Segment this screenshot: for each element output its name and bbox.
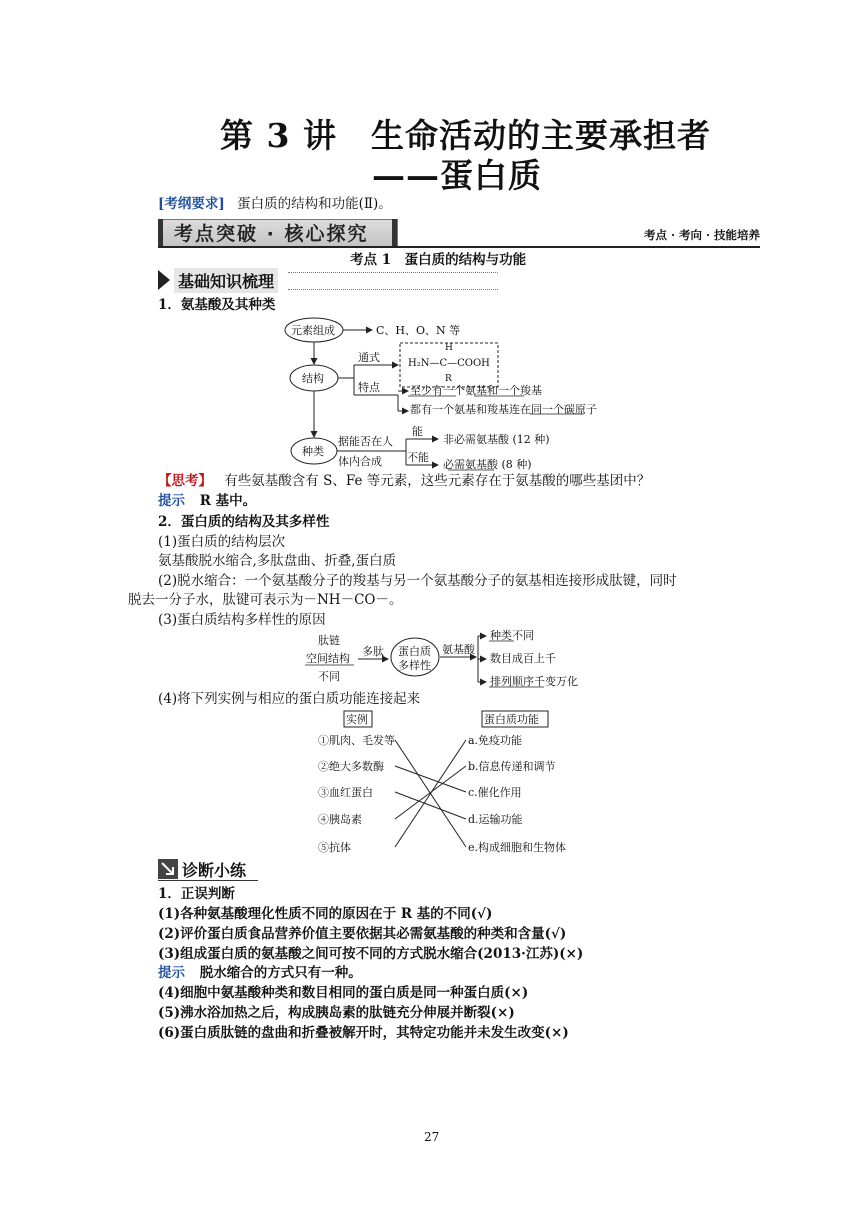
banner-stripe-right — [392, 219, 397, 247]
diag1-zhonglei: 种类 — [302, 445, 324, 458]
diag2-left-3: 不同 — [318, 670, 340, 683]
heading-amino-acids: 1．氨基酸及其种类 — [158, 297, 276, 313]
diag2-left-2: 空间结构 — [306, 652, 350, 665]
match-left-title: 实例 — [346, 713, 368, 726]
match-right-b: b.信息传递和调节 — [468, 760, 556, 773]
match-right-title: 蛋白质功能 — [484, 713, 539, 726]
hint-tag-1: 提示 — [158, 493, 185, 509]
match-right-a: a.免疫功能 — [468, 734, 523, 747]
match-right-e: e.构成细胞和生物体 — [468, 841, 567, 854]
para-2-line2: 脱去一分子水，肽键可表示为－NH－CO－。 — [128, 592, 403, 608]
judgement-4: (4)细胞中氨基酸种类和数目相同的蛋白质是同一种蛋白质(×) — [158, 985, 529, 1001]
diag2-center-2: 多样性 — [398, 659, 431, 672]
match-left-4: ④胰岛素 — [318, 813, 362, 826]
dotted-divider — [288, 272, 498, 290]
requirement — [158, 195, 392, 214]
section-tag-label: 基础知识梳理 — [174, 268, 278, 293]
matching-diagram — [310, 708, 600, 858]
requirement-text: 蛋白质的结构和功能(Ⅱ)。 — [237, 196, 392, 212]
diag2-duotai: 多肽 — [362, 645, 384, 658]
diag1-feature-1: 至少有一个氨基和一个羧基 — [410, 384, 542, 397]
page-number: 27 — [424, 1130, 440, 1144]
diag1-tedian: 特点 — [358, 381, 380, 394]
arrow-right-icon — [158, 270, 170, 290]
diag2-reason-3: 排列顺序千变万化 — [490, 675, 578, 688]
diag2-reason-1: 种类不同 — [490, 629, 534, 642]
judgement-3: (3)组成蛋白质的氨基酸之间可按不同的方式脱水缩合(2013·江苏)(×) — [158, 946, 584, 962]
diag1-elements: C、H、O、N 等 — [376, 324, 461, 337]
diag1-neng: 能 — [412, 425, 423, 438]
diag1-buneng: 不能 — [407, 451, 429, 464]
diversity-diagram — [300, 628, 600, 694]
page-title-line1: 第 3 讲 生命活动的主要承担者 — [220, 116, 711, 155]
heading-judgement: 1．正误判断 — [158, 886, 235, 902]
match-left-3: ③血红蛋白 — [318, 786, 373, 799]
match-left-5: ⑤抗体 — [318, 841, 351, 854]
diag1-judge-1: 据能否在人 — [338, 435, 393, 448]
match-right-d: d.运输功能 — [468, 813, 523, 826]
judgement-1: (1)各种氨基酸理化性质不同的原因在于 R 基的不同(√) — [158, 906, 493, 922]
para-4: (4)将下列实例与相应的蛋白质功能连接起来 — [158, 691, 421, 707]
requirement-tag: [考纲要求] — [158, 196, 225, 212]
section-tag-diagnose — [158, 858, 258, 881]
judgement-2: (2)评价蛋白质食品营养价值主要依据其必需氨基酸的种类和含量(√) — [158, 926, 567, 942]
hint-block-1 — [158, 492, 256, 511]
section-banner — [158, 217, 760, 247]
diag1-result-1: 非必需氨基酸 (12 种) — [443, 433, 550, 446]
heading-protein-structure: 2．蛋白质的结构及其多样性 — [158, 514, 330, 530]
hint-text-2: 脱水缩合的方式只有一种。 — [199, 965, 362, 981]
think-block — [158, 472, 650, 491]
diag2-left-1: 肽链 — [318, 634, 340, 647]
hint-block-2 — [158, 964, 362, 983]
para-1: (1)蛋白质的结构层次 — [158, 534, 286, 550]
para-1-text: 氨基酸脱水缩合,多肽盘曲、折叠,蛋白质 — [158, 553, 397, 569]
match-right-c: c.催化作用 — [468, 786, 522, 799]
section-tag-diagnose-label: 诊断小练 — [182, 861, 247, 880]
hint-text-1: R 基中。 — [199, 493, 257, 509]
amino-acid-diagram — [280, 315, 620, 475]
diag2-center-1: 蛋白质 — [398, 645, 431, 658]
judgement-6: (6)蛋白质肽链的盘曲和折叠被解开时，其特定功能并未发生改变(×) — [158, 1025, 569, 1041]
think-tag: 【思考】 — [158, 473, 212, 489]
diag1-h-top: H — [445, 343, 453, 353]
diag2-anjisuan: 氨基酸 — [442, 643, 475, 656]
para-3: (3)蛋白质结构多样性的原因 — [158, 612, 326, 628]
diagonal-arrow-icon — [158, 859, 178, 879]
diag1-tongshi: 通式 — [358, 351, 380, 364]
think-text: 有些氨基酸含有 S、Fe 等元素，这些元素存在于氨基酸的哪些基团中？ — [224, 473, 651, 489]
diag1-r-bottom: R — [445, 374, 452, 384]
diag1-jiegou: 结构 — [302, 372, 324, 385]
match-left-1: ①肌肉、毛发等 — [318, 734, 395, 747]
banner-stripe-left — [158, 219, 163, 247]
page-title-line2: ——蛋白质 — [372, 156, 542, 195]
hint-tag-2: 提示 — [158, 965, 185, 981]
diag1-feature-2: 都有一个氨基和羧基连在同一个碳原子 — [410, 403, 597, 416]
diag1-result-2: 必需氨基酸 (8 种) — [443, 458, 532, 471]
diag2-reason-2: 数目成百上千 — [490, 652, 556, 665]
banner-title: 考点突破 · 核心探究 — [174, 223, 369, 245]
banner-right-text: 考点 · 考向 · 技能培养 — [643, 228, 760, 242]
judgement-5: (5)沸水浴加热之后，构成胰岛素的肽链充分伸展并断裂(×) — [158, 1005, 515, 1021]
diag1-formula: H₂N—C—COOH — [408, 358, 490, 369]
para-2-line1: (2)脱水缩合：一个氨基酸分子的羧基与另一个氨基酸分子的氨基相连接形成肽键，同时 — [158, 573, 677, 589]
diag1-judge-2: 体内合成 — [338, 455, 382, 468]
banner-underline — [158, 246, 760, 248]
diag1-yuansu: 元素组成 — [291, 324, 335, 337]
match-left-2: ②绝大多数酶 — [318, 760, 384, 773]
kaodian-heading: 考点 1 蛋白质的结构与功能 — [350, 252, 527, 268]
section-tag-basic — [158, 268, 288, 292]
